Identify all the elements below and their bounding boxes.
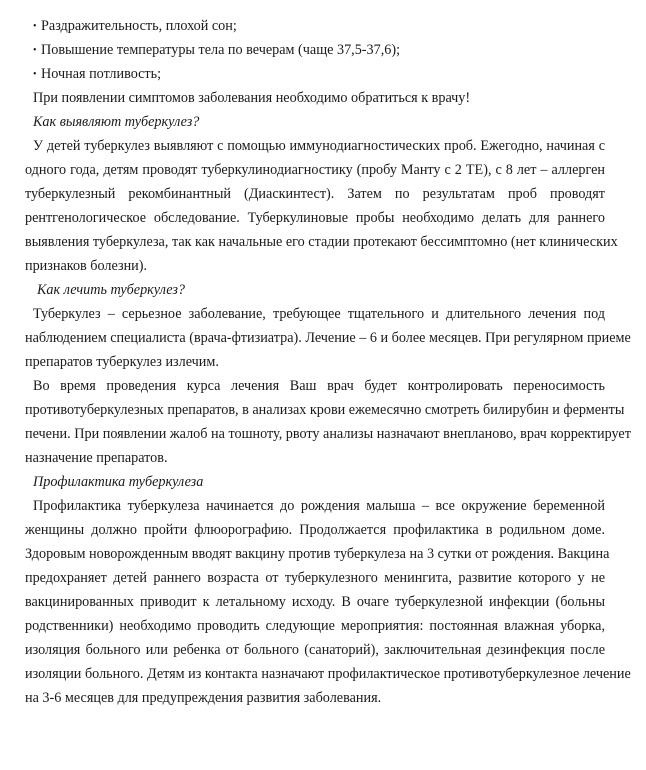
symptom-list — [25, 14, 605, 86]
bullet-icon: • — [33, 45, 37, 56]
paragraph — [25, 302, 631, 374]
text-line: туберкулезный рекомбинантный (Диаскинтест). Затем по результатам проб проводят — [25, 186, 605, 202]
text-line: Профилактика туберкулеза начинается до рождения малыша – все окружение беременной — [33, 498, 605, 514]
text-line: выявления туберкулеза, так как начальные его стадии протекают бессимптомно (нет клинических — [25, 234, 618, 250]
text-line: назначение препаратов. — [25, 450, 168, 466]
text-line: признаков болезни). — [25, 258, 148, 274]
bullet-icon: • — [33, 21, 37, 32]
paragraph — [25, 374, 631, 470]
text-line: на 3-6 месяцев для предупреждения развития заболевания. — [25, 690, 382, 706]
list-item: • Ночная потливость; — [25, 62, 605, 86]
text-line: препаратов туберкулез излечим. — [25, 354, 219, 370]
list-item: • Раздражительность, плохой сон; — [25, 14, 605, 38]
text-line: предохраняет детей раннего возраста от туберкулезного менингита, развитие которого у не — [25, 570, 605, 586]
text-line: рентгенологическое обследование. Туберкулиновые пробы необходимо делать для раннего — [25, 210, 605, 226]
text-line: женщины должно пройти флюорографию. Продолжается профилактика в родильном доме. — [25, 522, 605, 538]
text-line: У детей туберкулез выявляют с помощью иммунодиагностических проб. Ежегодно, начиная с — [33, 138, 605, 154]
list-item: • Повышение температуры тела по вечерам (чаще 37,5-37,6); — [25, 38, 605, 62]
text-line: противотуберкулезных препаратов, в анализах крови ежемесячно смотреть билирубин и ферменты — [25, 402, 625, 418]
section-heading: Профилактика туберкулеза — [33, 474, 204, 490]
paragraph — [25, 134, 618, 278]
paragraph — [25, 494, 631, 710]
section-heading: Как лечить туберкулез? — [37, 282, 186, 298]
text-line: наблюдением специалиста (врача-фтизиатра). Лечение – 6 и более месяцев. При регулярном приеме — [25, 330, 631, 346]
text-line: Туберкулез – серьезное заболевание, требующее тщательного и длительного лечения под — [33, 306, 605, 322]
text-line: изоляция больного или ребенка от больного (санаторий), заключительная дезинфекция после — [25, 642, 605, 658]
text-line: Здоровым новорожденным вводят вакцину против туберкулеза на 3 сутки от рождения. Вакцина — [25, 546, 610, 562]
document-page — [25, 14, 631, 710]
doctor-warning: При появлении симптомов заболевания необходимо обратиться к врачу! — [33, 90, 471, 106]
text-line: одного года, детям проводят туберкулинодиагностику (пробу Манту с 2 ТЕ), с 8 лет – аллерген — [25, 162, 605, 178]
text-line: родственники) необходимо проводить следующие мероприятия: постоянная влажная уборка, — [25, 618, 605, 634]
text-line: печени. При появлении жалоб на тошноту, рвоту анализы назначают внепланово, врач корректирует — [25, 426, 631, 442]
section-heading: Как выявляют туберкулез? — [33, 114, 200, 130]
bullet-icon: • — [33, 69, 37, 80]
text-line: изоляции больного. Детям из контакта назначают профилактическое противотуберкулезное лечение — [25, 666, 631, 682]
text-line: Во время проведения курса лечения Ваш врач будет контролировать переносимость — [33, 378, 605, 394]
text-line: вакцинированных приводит к летальному исходу. В очаге туберкулезной инфекции (больны — [25, 594, 605, 610]
